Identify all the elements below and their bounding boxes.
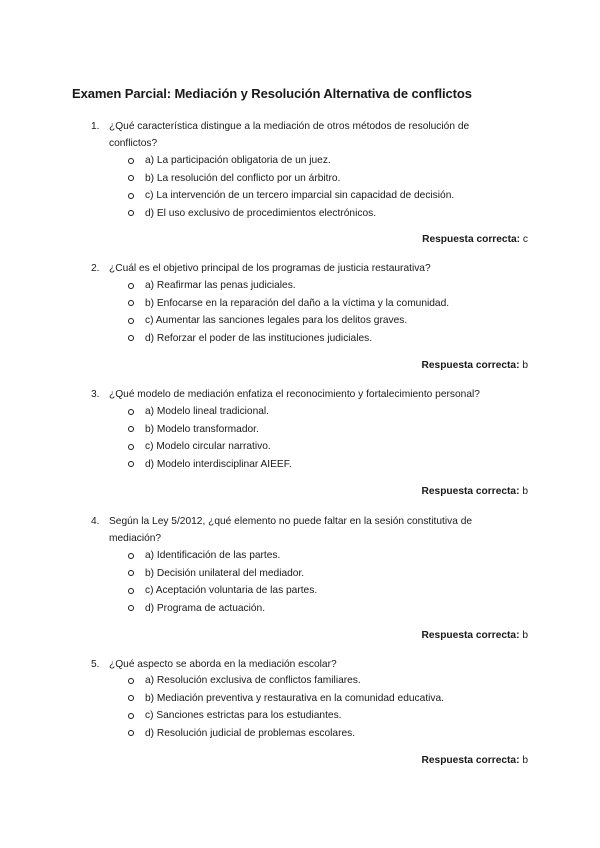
page-title: Examen Parcial: Mediación y Resolución Alternativa de conflictos (72, 86, 472, 101)
circle-bullet-icon (128, 158, 134, 164)
question-text: ¿Cuál es el objetivo principal de los programas de justicia restaurativa? (109, 263, 431, 274)
option-b: b) La resolución del conflicto por un árbitro. (0, 170, 600, 188)
correct-answer (422, 483, 528, 500)
option-d: d) El uso exclusivo de procedimientos electrónicos. (0, 205, 600, 223)
question-number: 1. (91, 121, 100, 132)
circle-bullet-icon (128, 210, 134, 216)
option-c: c) Modelo circular narrativo. (0, 438, 600, 456)
option-d: d) Programa de actuación. (0, 600, 600, 618)
option-a: a) Modelo lineal tradicional. (0, 403, 600, 421)
circle-bullet-icon (128, 553, 134, 559)
option-a: a) Resolución exclusiva de conflictos familiares. (0, 672, 600, 690)
circle-bullet-icon (128, 605, 134, 611)
option-c: c) Aumentar las sanciones legales para los delitos graves. (0, 312, 600, 330)
circle-bullet-icon (128, 409, 134, 415)
answer-value: b (522, 755, 528, 766)
answer-value: b (522, 486, 528, 497)
question-text: ¿Qué característica distingue a la mediación de otros métodos de resolución de conflictos? (109, 121, 470, 149)
answer-label: Respuesta correcta: (421, 486, 520, 497)
answer-value: b (522, 360, 528, 371)
option-b: b) Enfocarse en la reparación del daño a la víctima y la comunidad. (0, 295, 600, 313)
question-number: 5. (91, 659, 100, 670)
circle-bullet-icon (128, 461, 134, 467)
circle-bullet-icon (128, 695, 134, 701)
option-b: b) Mediación preventiva y restaurativa en la comunidad educativa. (0, 690, 600, 708)
question-text: Según la Ley 5/2012, ¿qué elemento no puede faltar en la sesión constitutiva de mediación? (109, 516, 473, 544)
question-text: ¿Qué aspecto se aborda en la mediación escolar? (109, 659, 337, 670)
option-a: a) La participación obligatoria de un juez. (0, 152, 600, 170)
option-c: c) Aceptación voluntaria de las partes. (0, 582, 600, 600)
option-b: b) Decisión unilateral del mediador. (0, 565, 600, 583)
circle-bullet-icon (128, 570, 134, 576)
circle-bullet-icon (128, 588, 134, 594)
correct-answer (422, 627, 528, 644)
answer-value: c (522, 234, 528, 245)
circle-bullet-icon (128, 335, 134, 341)
question-number: 4. (91, 516, 100, 527)
question-text: ¿Qué modelo de mediación enfatiza el reconocimiento y fortalecimiento personal? (109, 389, 480, 400)
answer-label: Respuesta correcta: (421, 360, 520, 371)
correct-answer (422, 357, 528, 374)
circle-bullet-icon (128, 678, 134, 684)
option-a: a) Identificación de las partes. (0, 547, 600, 565)
correct-answer (422, 231, 528, 248)
circle-bullet-icon (128, 713, 134, 719)
question-number: 3. (91, 389, 100, 400)
option-d: d) Reforzar el poder de las instituciones judiciales. (0, 330, 600, 348)
circle-bullet-icon (128, 730, 134, 736)
question-number: 2. (91, 263, 100, 274)
circle-bullet-icon (128, 193, 134, 199)
option-b: b) Modelo transformador. (0, 421, 600, 439)
circle-bullet-icon (128, 175, 134, 181)
circle-bullet-icon (128, 426, 134, 432)
circle-bullet-icon (128, 444, 134, 450)
option-d: d) Modelo interdisciplinar AIEEF. (0, 456, 600, 474)
circle-bullet-icon (128, 318, 134, 324)
answer-value: b (522, 630, 528, 641)
option-d: d) Resolución judicial de problemas escolares. (0, 725, 600, 743)
option-c: c) La intervención de un tercero imparcial sin capacidad de decisión. (0, 187, 600, 205)
answer-label: Respuesta correcta: (422, 234, 521, 245)
correct-answer (422, 752, 528, 769)
answer-label: Respuesta correcta: (421, 755, 520, 766)
option-c: c) Sanciones estrictas para los estudiantes. (0, 707, 600, 725)
answer-label: Respuesta correcta: (421, 630, 520, 641)
option-a: a) Reafirmar las penas judiciales. (0, 277, 600, 295)
circle-bullet-icon (128, 283, 134, 289)
circle-bullet-icon (128, 300, 134, 306)
